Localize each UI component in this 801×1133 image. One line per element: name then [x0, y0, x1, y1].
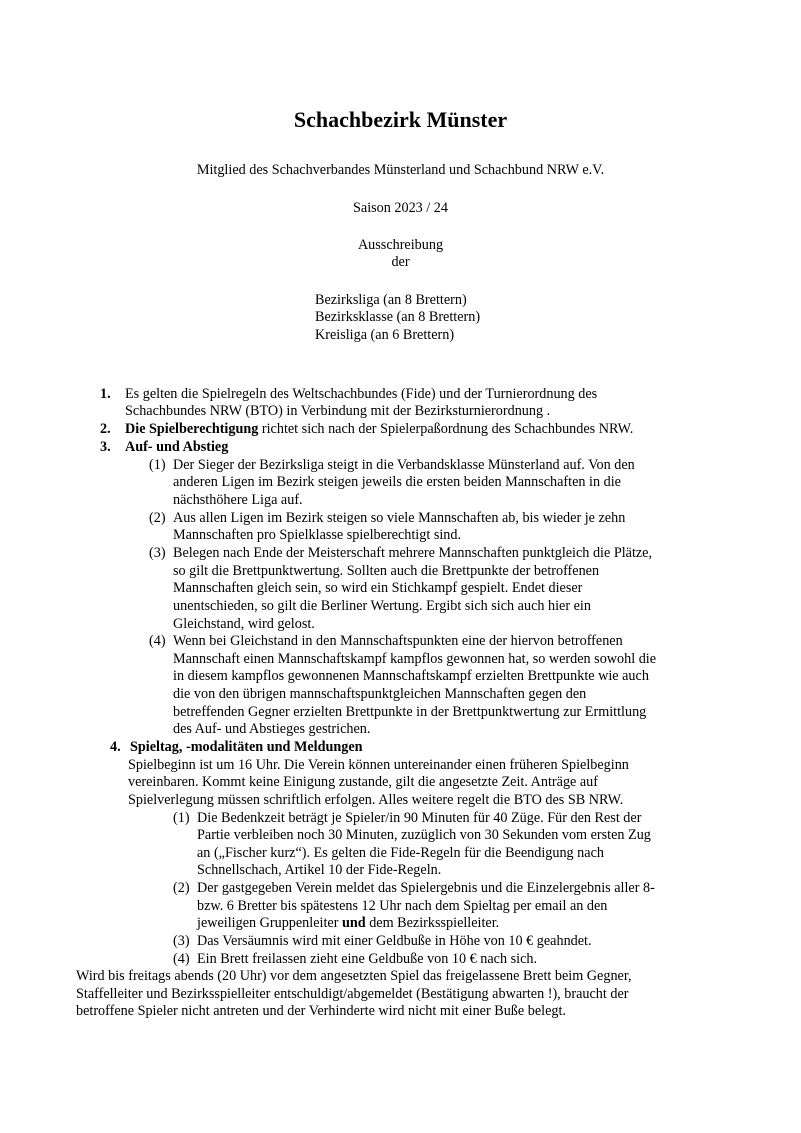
item-line	[197, 915, 499, 931]
item-line: des Auf- und Abstieges gestrichen.	[173, 721, 371, 737]
closing-line: Wird bis freitags abends (20 Uhr) vor dem angesetzten Spiel das freigelassene Brett beim Gegner,	[76, 968, 632, 984]
item-number: (3)	[149, 545, 166, 561]
section-4-intro-line: vereinbaren. Kommt keine Einigung zustande, gilt die angesetzte Zeit. Anträge auf	[128, 774, 598, 790]
item-line: Gleichstand, wird gelost.	[173, 616, 315, 632]
item-number: (3)	[173, 933, 190, 949]
section-3-heading: Auf- und Abstieg	[125, 439, 229, 455]
closing-line: betroffene Spieler nicht antreten und der Verhinderte wird nicht mit einer Buße belegt.	[76, 1003, 566, 1019]
item-number: (1)	[173, 810, 190, 826]
section-2-rest: richtet sich nach der Spielerpaßordnung des Schachbundes NRW.	[258, 421, 634, 437]
season: Saison 2023 / 24	[353, 200, 448, 216]
announcement-line-2: der	[391, 254, 410, 270]
item-line: nächsthöhere Liga auf.	[173, 492, 303, 508]
item-line: anderen Ligen im Bezirk steigen jeweils die ersten beiden Mannschaften in die	[173, 474, 621, 490]
item-line: Der gastgegeben Verein meldet das Spielergebnis und die Einzelergebnis aller 8-	[197, 880, 655, 896]
item-line: Mannschaften gleich sein, so wird ein Stichkampf gespielt. Endet dieser	[173, 580, 583, 596]
item-line: an („Fischer kurz“). Es gelten die Fide-Regeln für die Beendigung nach	[197, 845, 604, 861]
item-line: in diesem kampflos gewonnenen Mannschaftskampf erzielten Brettpunkte wie auch	[173, 668, 649, 684]
subtitle: Mitglied des Schachverbandes Münsterland und Schachbund NRW e.V.	[196, 162, 605, 178]
item-line: Mannschaft einen Mannschaftskampf kampflos gewonnen hat, so werden sowohl die	[173, 651, 657, 667]
item-line: so gilt die Brettpunktwertung. Sollten auch die Brettpunkte der betroffenen	[173, 563, 600, 579]
item-number: (4)	[173, 951, 190, 967]
item-line: betreffenden Gegner erzielten Brettpunkte in der Brettpunktwertung zur Ermittlung	[173, 704, 647, 720]
league-item: Bezirksklasse (an 8 Brettern)	[315, 309, 481, 325]
section-number: 2.	[100, 421, 111, 437]
section-number: 3.	[100, 439, 111, 455]
item-number: (1)	[149, 457, 166, 473]
item-line-bold: und	[341, 915, 366, 931]
item-line: bzw. 6 Bretter bis spätestens 12 Uhr nach dem Spieltag per email an den	[197, 898, 608, 914]
item-line: Ein Brett freilassen zieht eine Geldbuße von 10 € nach sich.	[197, 951, 538, 967]
item-line: Partie verbleiben noch 30 Minuten, zuzüglich von 30 Sekunden vom ersten Zug	[197, 827, 651, 843]
item-line: Aus allen Ligen im Bezirk steigen so viele Mannschaften ab, bis wieder je zehn	[173, 510, 626, 526]
section-2-bold: Die Spielberechtigung	[125, 421, 259, 437]
item-line: unentschieden, so gilt die Berliner Wertung. Ergibt sich sich auch hier ein	[173, 598, 591, 614]
item-line: Das Versäumnis wird mit einer Geldbuße in Höhe von 10 € geahndet.	[197, 933, 592, 949]
item-number: (4)	[149, 633, 166, 649]
section-1-line: Schachbundes NRW (BTO) in Verbindung mit der Bezirksturnierordnung .	[125, 403, 551, 419]
page-title: Schachbezirk Münster	[293, 107, 508, 132]
announcement-line-1: Ausschreibung	[357, 237, 444, 253]
section-number: 1.	[100, 386, 111, 402]
section-4-intro-line: Spielverlegung müssen schriftlich erfolgen. Alles weitere regelt die BTO des SB NRW.	[128, 792, 624, 808]
section-2-text	[125, 421, 633, 437]
closing-line: Staffelleiter und Bezirksspielleiter entschuldigt/abgemeldet (Bestätigung abwarten !), braucht der	[76, 986, 629, 1002]
section-4-heading: Spieltag, -modalitäten und Meldungen	[130, 739, 363, 755]
item-line: Schnellschach, Artikel 10 der Fide-Regeln.	[197, 862, 442, 878]
item-line: Der Sieger der Bezirksliga steigt in die Verbandsklasse Münsterland auf. Von den	[173, 457, 635, 473]
section-number: 4.	[110, 739, 121, 755]
section-1-line: Es gelten die Spielregeln des Weltschachbundes (Fide) und der Turnierordnung des	[125, 386, 598, 402]
item-line-part: jeweiligen Gruppenleiter	[197, 915, 342, 931]
item-line: Mannschaften pro Spielklasse spielberechtigt sind.	[173, 527, 462, 543]
item-line: Belegen nach Ende der Meisterschaft mehrere Mannschaften punktgleich die Plätze,	[173, 545, 653, 561]
league-item: Bezirksliga (an 8 Brettern)	[315, 292, 467, 308]
item-line: Wenn bei Gleichstand in den Mannschaftspunkten eine der hiervon betroffenen	[173, 633, 623, 649]
item-number: (2)	[149, 510, 166, 526]
item-line-part: dem Bezirksspielleiter.	[365, 915, 500, 931]
item-line: die von den übrigen mannschaftspunktgleichen Mannschaften gegen den	[173, 686, 587, 702]
item-line: Die Bedenkzeit beträgt je Spieler/in 90 Minuten für 40 Züge. Für den Rest der	[197, 810, 642, 826]
item-number: (2)	[173, 880, 190, 896]
section-4-intro-line: Spielbeginn ist um 16 Uhr. Die Verein können untereinander einen früheren Spielbeginn	[128, 757, 629, 773]
league-item: Kreisliga (an 6 Brettern)	[315, 327, 455, 343]
